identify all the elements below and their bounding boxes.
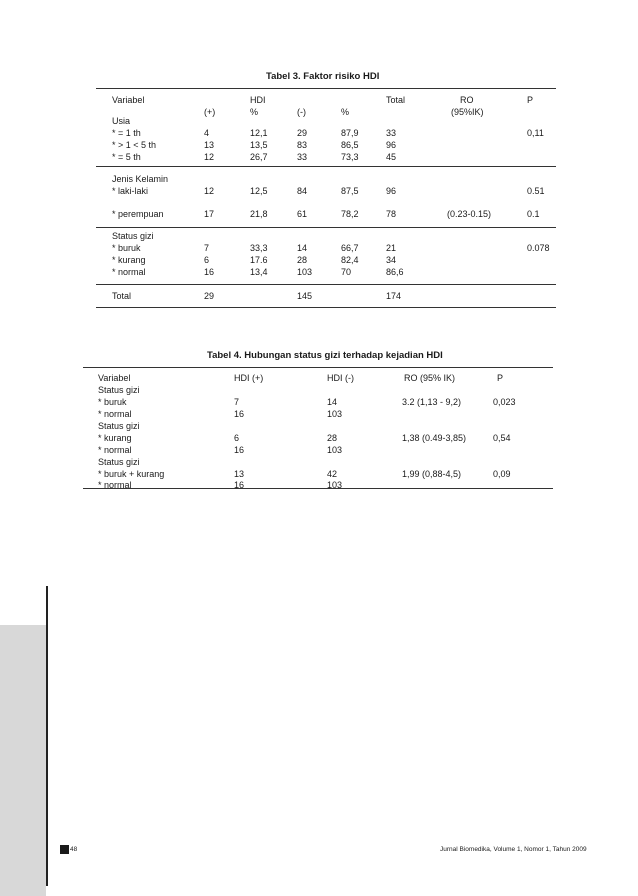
- table-cell: 82,4: [341, 255, 359, 265]
- table-cell: 0,11: [527, 128, 544, 138]
- table-cell: 13,4: [250, 267, 268, 277]
- page-number: 48: [70, 846, 78, 853]
- table-cell: 28: [297, 255, 308, 265]
- table-cell: 4: [204, 128, 210, 138]
- header-variabel: Variabel: [98, 373, 131, 383]
- row-label: Usia: [112, 116, 131, 126]
- row-label: * = 1 th: [112, 128, 141, 138]
- table-cell: 7: [204, 243, 210, 253]
- table-3-top-rule: [96, 88, 556, 89]
- table-cell: 0.51: [527, 186, 545, 196]
- row-label: * perempuan: [112, 209, 164, 219]
- row-label: * kurang: [98, 433, 132, 443]
- header-p: P: [497, 373, 504, 383]
- table-cell: 12,5: [250, 186, 268, 196]
- header-hdi: HDI: [250, 95, 266, 105]
- table-cell: 13: [204, 140, 215, 150]
- table-cell: 12,1: [250, 128, 268, 138]
- table-cell: 17.6: [250, 255, 268, 265]
- table-cell: 78,2: [341, 209, 359, 219]
- table-cell: 16: [234, 445, 245, 455]
- table-3-divider: [96, 166, 556, 167]
- table-cell: 6: [234, 433, 240, 443]
- row-label: * laki-laki: [112, 186, 149, 196]
- table-cell: 16: [234, 480, 245, 490]
- table-cell: 87,5: [341, 186, 359, 196]
- header-hdi-minus: HDI (-): [327, 373, 354, 383]
- row-label: * buruk + kurang: [98, 469, 165, 479]
- page-marker: [60, 845, 69, 854]
- table-cell: 96: [386, 186, 397, 196]
- total-minus: 145: [297, 291, 313, 301]
- table-cell: 16: [234, 409, 245, 419]
- row-label: * normal: [98, 445, 132, 455]
- header-plus: (+): [204, 107, 216, 117]
- table-cell: 84: [297, 186, 308, 196]
- table-cell: 73,3: [341, 152, 359, 162]
- header-pct-2: %: [341, 107, 350, 117]
- table-cell: 70: [341, 267, 352, 277]
- row-label: * kurang: [112, 255, 146, 265]
- table-cell: 103: [297, 267, 313, 277]
- journal-citation: Jurnal Biomedika, Volume 1, Nomor 1, Tahun 2009: [440, 846, 587, 853]
- table-cell: 21,8: [250, 209, 268, 219]
- table-cell: 33: [297, 152, 308, 162]
- table-cell: 16: [204, 267, 215, 277]
- table-cell: 103: [327, 480, 343, 490]
- table-3-divider: [96, 284, 556, 285]
- row-label: Status gizi: [98, 457, 140, 467]
- row-label: * normal: [98, 409, 132, 419]
- table-cell: 26,7: [250, 152, 268, 162]
- table-cell: 33,3: [250, 243, 268, 253]
- header-ro: RO: [460, 95, 474, 105]
- table-cell: 0,09: [493, 469, 511, 479]
- table-cell: 14: [297, 243, 308, 253]
- table-cell: 78: [386, 209, 397, 219]
- table-3-divider: [96, 227, 556, 228]
- row-label: Status gizi: [98, 385, 140, 395]
- table-cell: 1,99 (0,88-4,5): [402, 469, 462, 479]
- table-cell: 14: [327, 397, 338, 407]
- header-variabel: Variabel: [112, 95, 145, 105]
- table-cell: 0.1: [527, 209, 540, 219]
- table-4-bottom-rule: [83, 488, 553, 489]
- table-3-bottom-rule: [96, 307, 556, 308]
- table-cell: (0.23-0.15): [447, 209, 492, 219]
- header-ro: RO (95% IK): [404, 373, 456, 383]
- header-pct-1: %: [250, 107, 259, 117]
- margin-line: [46, 586, 48, 886]
- table-cell: 7: [234, 397, 240, 407]
- table-cell: 87,9: [341, 128, 359, 138]
- table-cell: 83: [297, 140, 308, 150]
- table-cell: 6: [204, 255, 210, 265]
- row-label: Jenis Kelamin: [112, 174, 169, 184]
- table-cell: 103: [327, 409, 343, 419]
- table-cell: 13: [234, 469, 245, 479]
- row-label: * normal: [98, 480, 132, 490]
- table-cell: 0,023: [493, 397, 516, 407]
- table-cell: 86,5: [341, 140, 359, 150]
- total-value: 174: [386, 291, 402, 301]
- table-cell: 12: [204, 152, 215, 162]
- header-hdi-plus: HDI (+): [234, 373, 264, 383]
- header-minus: (-): [297, 107, 306, 117]
- table-cell: 29: [297, 128, 308, 138]
- row-label: Status gizi: [98, 421, 140, 431]
- table-cell: 103: [327, 445, 343, 455]
- table-cell: 86,6: [386, 267, 404, 277]
- table-cell: 17: [204, 209, 215, 219]
- table-cell: 34: [386, 255, 397, 265]
- table-cell: 12: [204, 186, 215, 196]
- table-cell: 3.2 (1,13 - 9,2): [402, 397, 462, 407]
- row-label: * > 1 < 5 th: [112, 140, 157, 150]
- row-label: Status gizi: [112, 231, 154, 241]
- header-ci: (95%IK): [451, 107, 484, 117]
- header-total: Total: [386, 95, 406, 105]
- table-cell: 42: [327, 469, 338, 479]
- table-4-title: Tabel 4. Hubungan status gizi terhadap kejadian HDI: [207, 350, 443, 361]
- table-cell: 28: [327, 433, 338, 443]
- total-label: Total: [112, 291, 132, 301]
- table-cell: 0,54: [493, 433, 511, 443]
- row-label: * = 5 th: [112, 152, 141, 162]
- table-cell: 21: [386, 243, 397, 253]
- table-cell: 0.078: [527, 243, 550, 253]
- table-cell: 61: [297, 209, 308, 219]
- row-label: * buruk: [98, 397, 127, 407]
- table-4-top-rule: [83, 367, 553, 368]
- sidebar-bar: [0, 625, 46, 896]
- table-cell: 1,38 (0.49-3,85): [402, 433, 467, 443]
- row-label: * buruk: [112, 243, 141, 253]
- table-cell: 66,7: [341, 243, 359, 253]
- table-cell: 45: [386, 152, 397, 162]
- table-cell: 96: [386, 140, 397, 150]
- header-p: P: [527, 95, 534, 105]
- table-cell: 33: [386, 128, 397, 138]
- table-cell: 13,5: [250, 140, 268, 150]
- row-label: * normal: [112, 267, 146, 277]
- table-3-title: Tabel 3. Faktor risiko HDI: [266, 71, 380, 82]
- total-plus: 29: [204, 291, 215, 301]
